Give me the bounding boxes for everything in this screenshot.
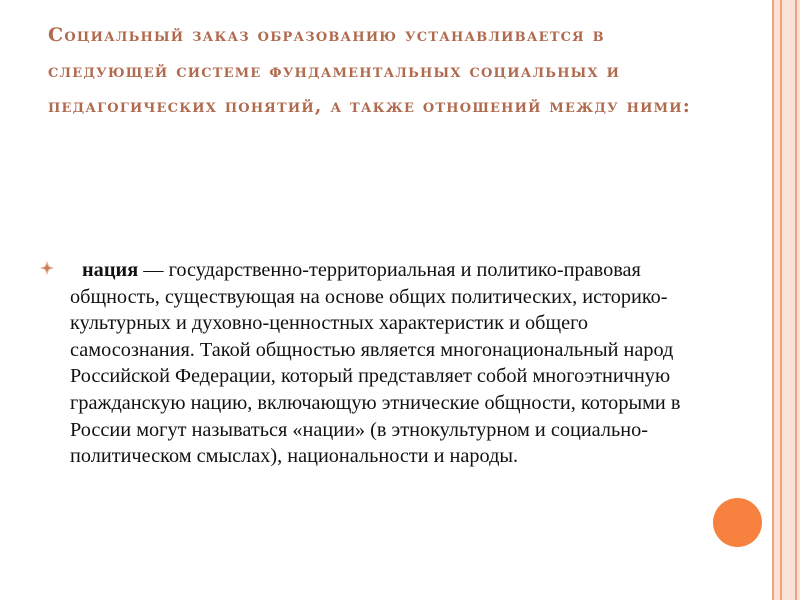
side-border-line [780,0,782,600]
bullet-text [70,257,710,470]
bullet-definition: — государственно-территориальная и политико-правовая общность, существующая на основе общих политических, историко-культурных и духовно-ценностных характеристик и общего самосознания. Такой общностью является многонациональный народ Российской Федерации, который представляет собой многоэтничную гражданскую нацию, включающую этнические общности, которыми в России могут называться «нации» (в этнокультурном и социально-политическом смыслах), национальности и народы. [70,259,681,468]
side-border-line [795,0,797,600]
side-border-line [772,0,774,600]
bullet-term: нация [82,259,139,281]
orange-circle-decoration [713,498,762,547]
slide-title: Социальный заказ образованию устанавливается в следующей системе фундаментальных социальных и педагогических понятий, а также отношений между ними: [48,24,691,117]
diamond-bullet-icon [40,261,54,275]
